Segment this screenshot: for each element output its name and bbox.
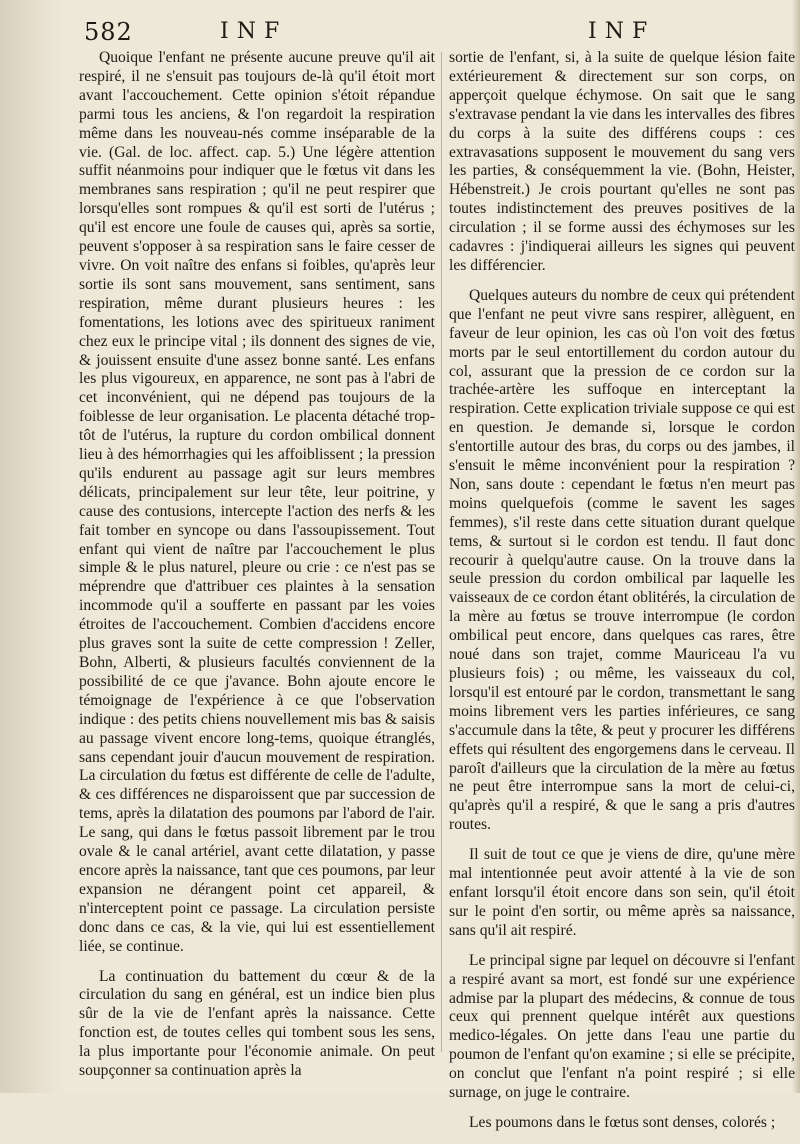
left-column [79, 49, 435, 1092]
right-column [449, 49, 795, 1144]
running-header [0, 18, 800, 48]
running-title-right: INF [588, 19, 656, 44]
paragraph: Il suit de tout ce que je viens de dire, qu'une mère mal intentionnée peut avoir attenté à la vie de son enfant lorsqu'il étoit encore dans son sein, qu'il étoit sur le point d'en sortir, ou même après sa naissance, sans qu'il ait respiré. [449, 846, 795, 939]
page-number: 582 [84, 18, 133, 46]
paragraph: Quoique l'enfant ne présente aucune preuve qu'il ait respiré, il ne s'ensuit pas toujours de-là qu'il étoit mort avant l'accouchement. Cette opinion s'étoit répandue parmi tous les anciens, & l'on regardoit la respiration même dans les nouveau-nés comme inséparable de la vie. (Gal. de loc. affect. cap. 5.) Une légère attention suffit néanmoins pour indiquer que le fœtus vit dans les membranes sans respiration ; qu'il ne peut respirer que lorsqu'elles sont rompues & qu'il est sorti de l'utérus ; qu'il est encore une foule de causes qui, après sa sortie, peuvent s'opposer à sa respiration sans le faire cesser de vivre. On voit naître des enfans si foibles, qu'après leur sortie ils sont sans mouvement, sans sentiment, sans respiration, même durant plusieurs heures : les fomentations, les lotions avec des spiritueux raniment chez eux le principe vital ; ils donnent des signes de vie, & jouissent ensuite d'une assez bonne santé. Les enfans les plus vigoureux, en apparence, ne sont pas à l'abri de cet inconvénient, qui ne dépend pas toujours de la foiblesse de leur organisation. Le placenta détaché trop-tôt de l'utérus, la rupture du cordon ombilical donnent lieu à des hémorrhagies qui les affoiblissent ; la pression qu'ils endurent au passage agit sur leurs membres délicats, principalement sur leur tête, leur poitrine, y cause des contusions, intercepte l'action des nerfs & les fait tomber en syncope ou dans l'assoupissement. Tout enfant qui vient de naître par l'accouchement le plus simple & le plus naturel, pleure ou crie : ce n'est pas se méprendre que d'attribuer ces plaintes à la sensation incommode qu'il a soufferte en passant par les voies étroites de l'accouchement. Combien d'accidens encore plus graves sont la suite de cette compression ! Zeller, Bohn, Alberti, & plusieurs facultés conviennent de la possibilité de ce que j'avance. Bohn ajoute encore le témoignage de l'expérience à ce que l'observation indique : des petits chiens nouvellement mis bas & saisis au passage vivent encore long-tems, quoique étranglés, sans cependant jouir d'aucun mouvement de respiration. La circulation du fœtus est différente de celle de l'adulte, & ces différences ne disparoissent que par succession de tems, après la dilatation des poumons par l'abord de l'air. Le sang, qui dans le fœtus passoit librement par le trou ovale & le canal artériel, avant cette dilatation, y passe encore après la naissance, tant que ces poumons, par leur expansion ne dérangent point cet appareil, & n'interceptent point ce passage. La circulation persiste donc dans ce cas, & la vie, qui lui est essentiellement liée, se continue. [79, 49, 435, 955]
running-title-left: INF [220, 19, 288, 44]
paragraph-continued: sortie de l'enfant, si, à la suite de quelque lésion faite extérieurement & directement sur son corps, on apperçoit quelque échymose. On sait que le sang s'extravase pendant la vie dans les intervalles des fibres du corps à la suite des différens coups : ces extravasations supposent le mouvement du sang vers les parties, & conséquemment la vie. (Bohn, Heister, Hébenstreit.) Je crois pourtant qu'elles ne sont pas toutes indistinctement des preuves positives de la circulation ; il se forme aussi des échymoses sur les cadavres : j'indiquerai ailleurs les signes qui peuvent les différencier. [449, 49, 795, 274]
paragraph: Quelques auteurs du nombre de ceux qui prétendent que l'enfant ne peut vivre sans respirer, allèguent, en faveur de leur opinion, les cas où l'on voit des fœtus morts par le seul entortillement du cordon autour du col, assurant que la pression de ce cordon sur la trachée-artère les suffoque en interceptant la respiration. Cette explication triviale suppose ce qui est en question. Je demande si, lorsque le cordon s'entortille autour des bras, du corps ou des jambes, il s'ensuit le même inconvénient pour la respiration ? Non, sans doute : cependant le fœtus n'en meurt pas moins quelquefois (comme le savent les sages femmes), s'il reste dans cette situation durant quelque tems, & surtout si le cordon est tendu. Il faut donc recourir à quelqu'autre cause. On la trouve dans la seule pression du cordon ombilical par laquelle les vaisseaux de ce cordon étant oblitérés, la circulation de la mère au fœtus se trouve interrompue (le cordon ombilical peut encore, dans quelques cas rares, être noué dans son trajet, comme Mauriceau l'a vu plusieurs fois) ; ou même, les vaisseaux du col, lorsqu'il est entouré par le cordon, transmettant le sang moins librement vers les parties inférieures, ce sang s'accumule dans la tête, & peut y procurer les différens effets qui résultent des engorgemens dans le cerveau. Il paroît d'ailleurs que la circulation de la mère au fœtus ne peut être interrompue sans la mort de celui-ci, qu'après qu'il a respiré, & que le sang a pris d'autres routes. [449, 286, 795, 834]
page-gutter-shadow [0, 0, 62, 1093]
column-divider [441, 52, 442, 1052]
paragraph: La continuation du battement du cœur & de la circulation du sang en général, est un indice bien plus sûr de la vie de l'enfant après la naissance. Cette fonction est, de toutes celles qui tombent sous les sens, la plus importante pour l'économie animale. On peut soupçonner sa continuation après la [79, 967, 435, 1080]
paragraph: Les poumons dans le fœtus sont denses, colorés ; [469, 1113, 776, 1131]
paragraph: Le principal signe par lequel on découvre si l'enfant a respiré avant sa mort, est fondé sur une expérience admise par la plupart des médecins, & connue de tous ceux qui prennent quelque intérêt aux questions medico-légales. On jette dans l'eau une partie du poumon de l'enfant qu'on examine ; si elle se précipite, on conclut que l'enfant n'a point respiré ; si elle surnage, on juge le contraire. [449, 951, 795, 1102]
